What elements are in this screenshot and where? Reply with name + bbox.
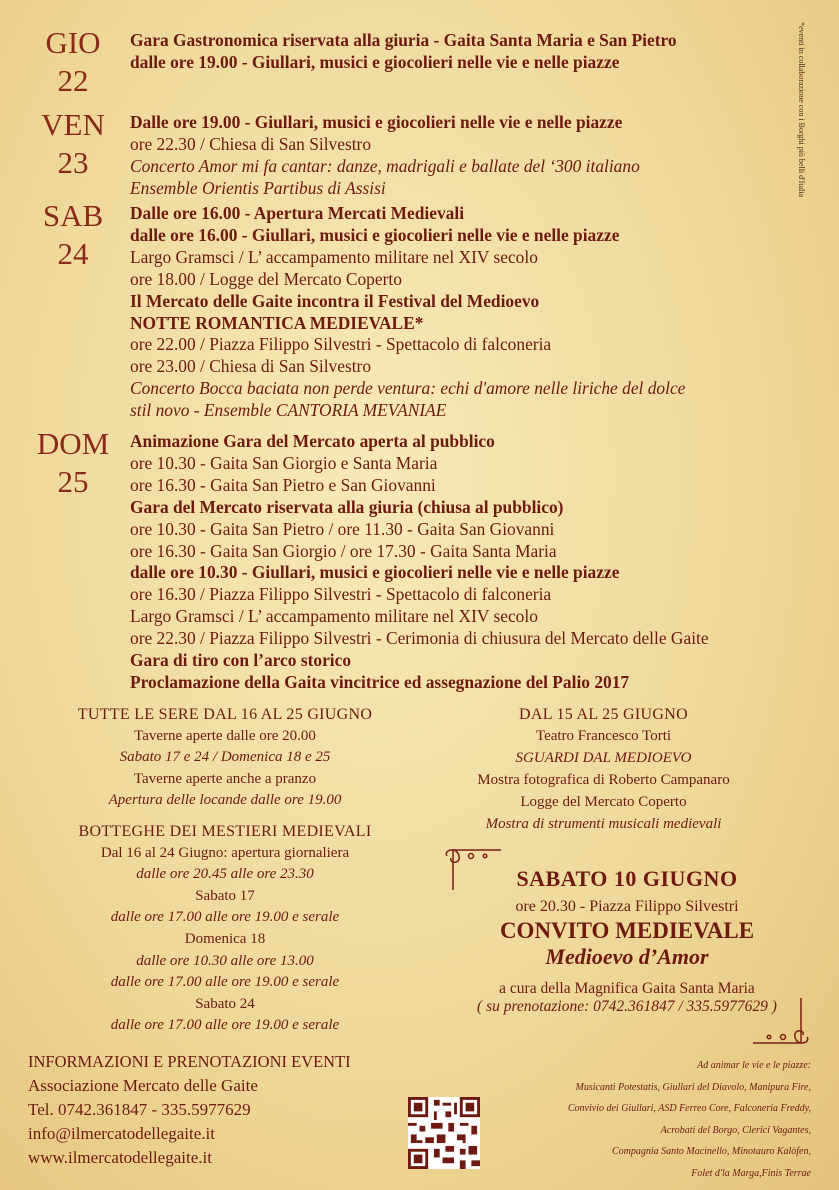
mostre-section bbox=[446, 704, 761, 835]
day-events bbox=[130, 431, 830, 694]
day-name: VEN bbox=[41, 107, 105, 142]
botteghe-line: dalle ore 10.30 alle ore 13.00 bbox=[136, 952, 314, 969]
day-label bbox=[28, 24, 118, 100]
sere-line: Taverne aperte anche a pranzo bbox=[133, 770, 317, 787]
botteghe-title: BOTTEGHE DEI MESTIERI MEDIEVALI bbox=[78, 823, 372, 840]
event-line: Largo Gramsci / L’ accampamento militare nel XIV secolo bbox=[130, 246, 538, 267]
event-line: ore 16.30 / Piazza Filippo Silvestri - Spettacolo di falconeria bbox=[130, 584, 552, 605]
sabato-title: SABATO 10 GIUGNO bbox=[516, 866, 738, 891]
mostre-line: Mostra di strumenti musicali medievali bbox=[485, 815, 722, 832]
credits-line: Convivio dei Giullari, ASD Ferreo Core, Falconeria Freddy, bbox=[567, 1103, 811, 1115]
event-line: stil novo - Ensemble CANTORIA MEVANIAE bbox=[130, 400, 447, 421]
sere-line: Sabato 17 e 24 / Domenica 18 e 25 bbox=[119, 749, 331, 766]
mostre-line: Mostra fotografica di Roberto Campanaro bbox=[477, 771, 730, 788]
info-tel[interactable]: Tel. 0742.361847 - 335.5977629 bbox=[28, 1100, 251, 1119]
day-number: 24 bbox=[57, 236, 89, 271]
day-events bbox=[130, 112, 830, 200]
sere-title: TUTTE LE SERE DAL 16 AL 25 GIUGNO bbox=[77, 706, 373, 723]
sabato-place: ore 20.30 - Piazza Filippo Silvestri bbox=[515, 898, 739, 915]
tutte-le-sere-section bbox=[24, 704, 426, 812]
botteghe-line: dalle ore 20.45 alle ore 23.30 bbox=[136, 866, 314, 883]
info-email[interactable]: info@ilmercatodellegaite.it bbox=[28, 1124, 215, 1143]
sabato-booking: ( su prenotazione: 0742.361847 / 335.5977629 ) bbox=[477, 998, 777, 1015]
day-number: 23 bbox=[57, 145, 89, 180]
event-line: Concerto Amor mi fa cantar: danze, madrigali e ballate del ‘300 italiano bbox=[130, 155, 640, 176]
event-line: ore 16.30 - Gaita San Pietro e San Giovanni bbox=[130, 474, 436, 495]
day-events bbox=[130, 30, 830, 74]
event-line: Gara del Mercato riservata alla giuria (chiusa al pubblico) bbox=[130, 496, 564, 517]
credits-block bbox=[481, 1055, 811, 1185]
event-line: ore 22.30 / Piazza Filippo Silvestri - Cerimonia di chiusura del Mercato delle Gaite bbox=[130, 628, 709, 649]
day-name: SAB bbox=[42, 198, 104, 233]
info-title: INFORMAZIONI E PRENOTAZIONI EVENTI bbox=[28, 1052, 351, 1071]
event-line: ore 22.30 / Chiesa di San Silvestro bbox=[130, 133, 372, 154]
info-web[interactable]: www.ilmercatodellegaite.it bbox=[28, 1148, 212, 1167]
credits-line: Compagnia Santo Macinello, Minotauro Kalòfen, bbox=[611, 1146, 811, 1158]
credits-line: Folet d'la Marga,Finis Terrae bbox=[691, 1167, 811, 1179]
credits-line: Musicanti Potestatis, Giullari del Diavolo, Manipura Fire, bbox=[575, 1081, 811, 1093]
credits-line: Acrobati del Borgo, Clerici Vagantes, bbox=[660, 1124, 811, 1136]
day-number: 22 bbox=[57, 63, 89, 98]
mostre-title: DAL 15 AL 25 GIUGNO bbox=[519, 706, 688, 723]
mostre-line: SGUARDI DAL MEDIOEVO bbox=[515, 749, 692, 766]
info-block bbox=[28, 1050, 351, 1170]
event-line: Gara Gastronomica riservata alla giuria - Gaita Santa Maria e San Pietro bbox=[130, 30, 677, 50]
mostre-line: Teatro Francesco Torti bbox=[535, 727, 672, 744]
event-line: ore 16.30 - Gaita San Giorgio / ore 17.30 - Gaita Santa Maria bbox=[130, 540, 557, 561]
sere-line: Taverne aperte dalle ore 20.00 bbox=[134, 727, 316, 744]
event-line: Dalle ore 16.00 - Apertura Mercati Medievali bbox=[130, 203, 465, 223]
event-line: ore 10.30 - Gaita San Giorgio e Santa Maria bbox=[130, 452, 438, 473]
event-line: ore 10.30 - Gaita San Pietro / ore 11.30 - Gaita San Giovanni bbox=[130, 518, 555, 539]
botteghe-section bbox=[24, 821, 426, 1037]
credits-line: Ad animar le vie e le piazze: bbox=[697, 1060, 811, 1071]
day-label bbox=[28, 106, 118, 182]
day-events bbox=[130, 203, 830, 422]
day-name: DOM bbox=[36, 426, 110, 461]
event-line: dalle ore 19.00 - Giullari, musici e giocolieri nelle vie e nelle piazze bbox=[130, 51, 620, 72]
event-line: Animazione Gara del Mercato aperta al pubblico bbox=[130, 431, 495, 451]
event-line: Il Mercato delle Gaite incontra il Festival del Medioevo bbox=[130, 290, 540, 311]
info-assoc: Associazione Mercato delle Gaite bbox=[28, 1076, 258, 1095]
sabato-curator: a cura della Magnifica Gaita Santa Maria bbox=[499, 980, 755, 997]
event-line: dalle ore 16.00 - Giullari, musici e giocolieri nelle vie e nelle piazze bbox=[130, 224, 620, 245]
event-line: NOTTE ROMANTICA MEDIEVALE* bbox=[130, 312, 424, 333]
event-line: ore 18.00 / Logge del Mercato Coperto bbox=[130, 268, 402, 289]
botteghe-line: dalle ore 17.00 alle ore 19.00 e serale bbox=[110, 909, 340, 926]
botteghe-line: dalle ore 17.00 alle ore 19.00 e serale bbox=[110, 1017, 340, 1034]
botteghe-line: Sabato 24 bbox=[195, 995, 255, 1012]
sabato-subtitle: Medioevo d’Amor bbox=[545, 944, 709, 969]
sere-line: Apertura delle locande dalle ore 19.00 bbox=[108, 792, 342, 809]
mostre-line: Logge del Mercato Coperto bbox=[520, 793, 687, 810]
event-line: Ensemble Orientis Partibus di Assisi bbox=[130, 177, 386, 198]
event-line: dalle ore 10.30 - Giullari, musici e giocolieri nelle vie e nelle piazze bbox=[130, 562, 620, 583]
day-label bbox=[28, 197, 118, 273]
event-line: ore 23.00 / Chiesa di San Silvestro bbox=[130, 356, 372, 377]
day-name: GIO bbox=[45, 25, 101, 60]
day-number: 25 bbox=[57, 464, 89, 499]
qr-code-icon[interactable] bbox=[408, 1097, 480, 1169]
botteghe-line: Dal 16 al 24 Giugno: apertura giornaliera bbox=[100, 844, 350, 861]
event-line: Proclamazione della Gaita vincitrice ed assegnazione del Palio 2017 bbox=[130, 671, 630, 692]
botteghe-line: Domenica 18 bbox=[184, 930, 266, 947]
event-line: ore 22.00 / Piazza Filippo Silvestri - Spettacolo di falconeria bbox=[130, 334, 552, 355]
sabato-event-name: CONVITO MEDIEVALE bbox=[499, 918, 755, 943]
side-note: *eventi in collaborazione con i Borghi più belli d'Italia bbox=[797, 22, 806, 198]
botteghe-line: Sabato 17 bbox=[195, 887, 255, 904]
event-line: Concerto Bocca baciata non perde ventura: echi d'amore nelle liriche del dolce bbox=[130, 378, 686, 399]
event-line: Gara di tiro con l’arco storico bbox=[130, 650, 352, 671]
event-line: Dalle ore 19.00 - Giullari, musici e giocolieri nelle vie e nelle piazze bbox=[130, 112, 623, 132]
event-line: Largo Gramsci / L’ accampamento militare nel XIV secolo bbox=[130, 606, 538, 627]
day-label bbox=[28, 425, 118, 501]
sabato-event bbox=[441, 866, 813, 1016]
botteghe-line: dalle ore 17.00 alle ore 19.00 e serale bbox=[110, 974, 340, 991]
